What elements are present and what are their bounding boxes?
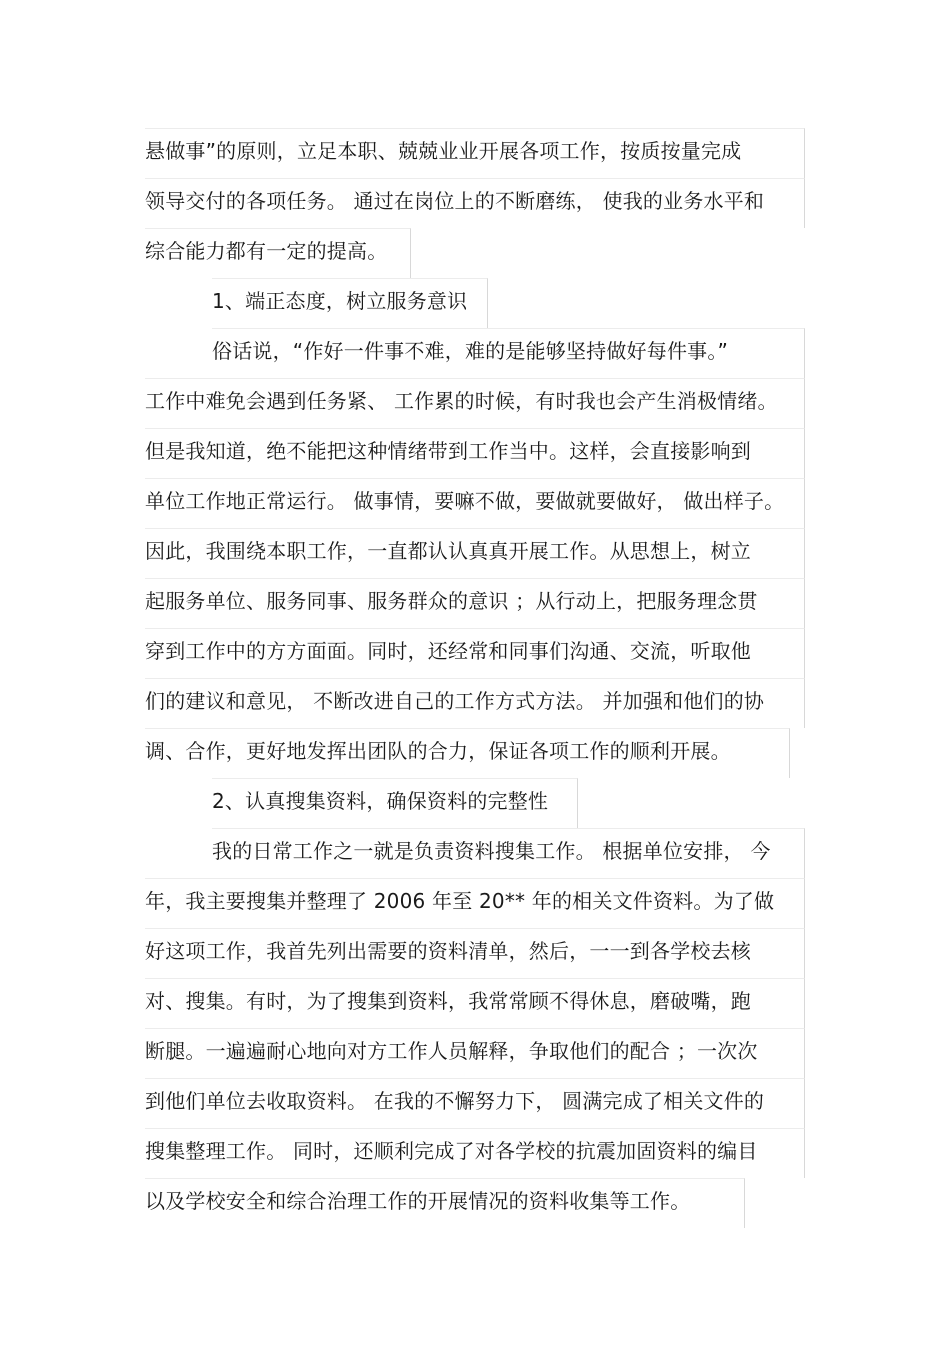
text-line: 因此，我围绕本职工作，一直都认认真真开展工作。从思想上，树立 — [145, 528, 805, 578]
text-line: 对、搜集。有时，为了搜集到资料，我常常顾不得休息，磨破嘴，跑 — [145, 978, 805, 1028]
text-line: 年，我主要搜集并整理了 2006 年至 20** 年的相关文件资料。为了做 — [145, 878, 805, 928]
section-heading: 1、端正态度，树立服务意识 — [212, 278, 488, 328]
text-line: 穿到工作中的方方面面。同时，还经常和同事们沟通、交流，听取他 — [145, 628, 805, 678]
text-line: 工作中难免会遇到任务紧、 工作累的时候，有时我也会产生消极情绪。 — [145, 378, 805, 428]
text-line: 单位工作地正常运行。 做事情，要嘛不做，要做就要做好， 做出样子。 — [145, 478, 805, 528]
text-line: 但是我知道，绝不能把这种情绪带到工作当中。这样，会直接影响到 — [145, 428, 805, 478]
text-line: 调、合作，更好地发挥出团队的合力，保证各项工作的顺利开展。 — [145, 728, 790, 778]
text-line: 领导交付的各项任务。 通过在岗位上的不断磨练， 使我的业务水平和 — [145, 178, 805, 228]
text-line: 到他们单位去收取资料。 在我的不懈努力下， 圆满完成了相关文件的 — [145, 1078, 805, 1128]
text-line: 们的建议和意见， 不断改进自己的工作方式方法。 并加强和他们的协 — [145, 678, 805, 728]
text-line: 俗话说，“作好一件事不难，难的是能够坚持做好每件事。” — [212, 328, 805, 378]
text-line: 起服务单位、服务同事、服务群众的意识 ；从行动上，把服务理念贯 — [145, 578, 805, 628]
text-line: 我的日常工作之一就是负责资料搜集工作。 根据单位安排， 今 — [212, 828, 805, 878]
text-line: 综合能力都有一定的提高。 — [145, 228, 411, 278]
text-line: 断腿。一遍遍耐心地向对方工作人员解释，争取他们的配合 ；一次次 — [145, 1028, 805, 1078]
text-line: 搜集整理工作。 同时，还顺利完成了对各学校的抗震加固资料的编目 — [145, 1128, 805, 1178]
text-line: 好这项工作，我首先列出需要的资料清单，然后，一一到各学校去核 — [145, 928, 805, 978]
text-line: 悬做事”的原则，立足本职、兢兢业业开展各项工作，按质按量完成 — [145, 128, 805, 178]
text-line: 以及学校安全和综合治理工作的开展情况的资料收集等工作。 — [145, 1178, 745, 1228]
section-heading: 2、认真搜集资料，确保资料的完整性 — [212, 778, 578, 828]
